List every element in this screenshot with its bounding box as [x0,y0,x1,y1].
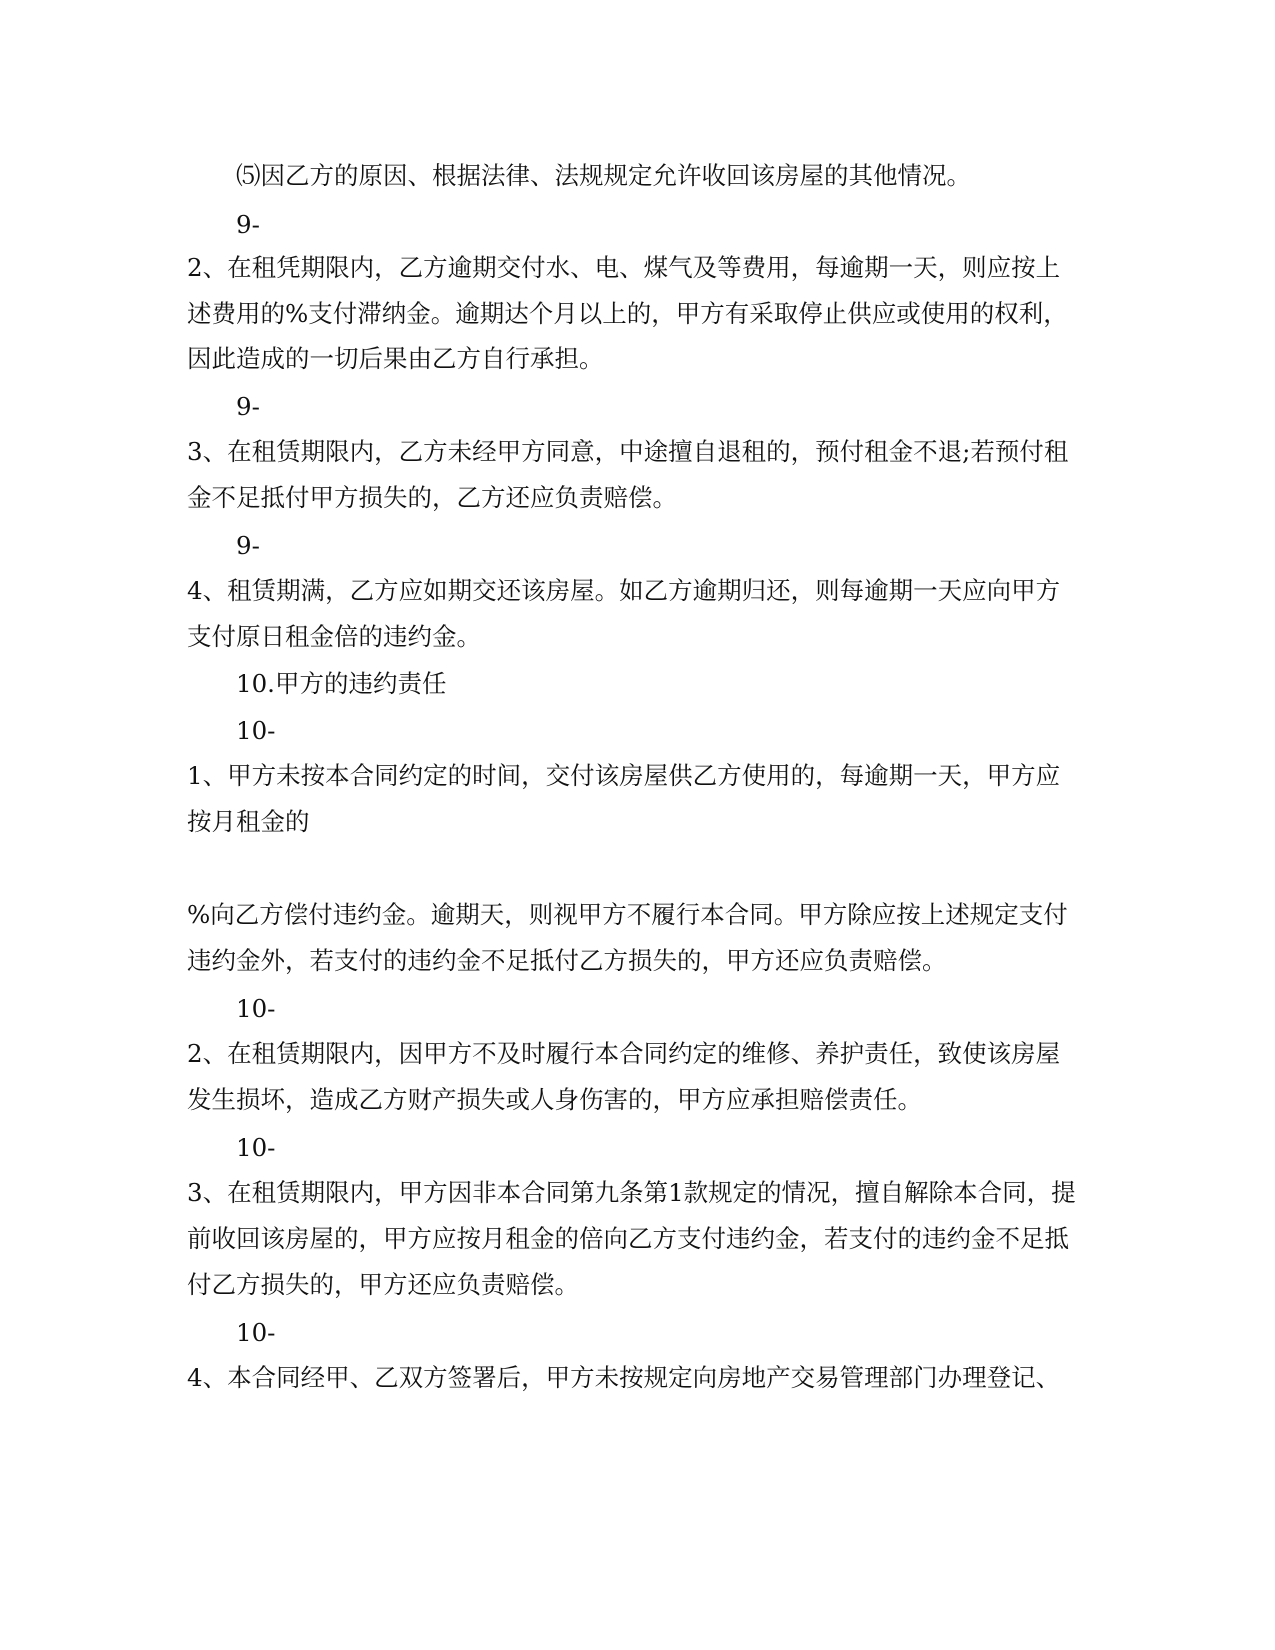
clause-number: 10- [236,1318,276,1347]
paragraph-line: 2、在租凭期限内，乙方逾期交付水、电、煤气及等费用，每逾期一天，则应按上 [187,253,1061,282]
paragraph-line: %向乙方偿付违约金。逾期天，则视甲方不履行本合同。甲方除应按上述规定支付 [187,900,1068,929]
paragraph-line: 因此造成的一切后果由乙方自行承担。 [187,344,604,373]
paragraph-line: ⑸因乙方的原因、根据法律、法规规定允许收回该房屋的其他情况。 [236,161,971,190]
paragraph-line: 付乙方损失的，甲方还应负责赔偿。 [187,1270,579,1299]
clause-number: 9- [236,531,260,560]
paragraph-line: 违约金外，若支付的违约金不足抵付乙方损失的，甲方还应负责赔偿。 [187,946,947,975]
paragraph-line: 2、在租赁期限内，因甲方不及时履行本合同约定的维修、养护责任，致使该房屋 [187,1039,1061,1068]
paragraph-line: 3、在租赁期限内，甲方因非本合同第九条第1款规定的情况，擅自解除本合同，提 [187,1178,1076,1207]
clause-number: 10- [236,716,276,745]
paragraph-line: 按月租金的 [187,807,310,836]
clause-number: 10- [236,994,276,1023]
paragraph-line: 4、租赁期满，乙方应如期交还该房屋。如乙方逾期归还，则每逾期一天应向甲方 [187,576,1061,605]
clause-number: 9- [236,210,260,239]
paragraph-line: 金不足抵付甲方损失的，乙方还应负责赔偿。 [187,483,677,512]
clause-number: 9- [236,392,260,421]
paragraph-line: 1、甲方未按本合同约定的时间，交付该房屋供乙方使用的，每逾期一天，甲方应 [187,761,1061,790]
paragraph-line: 支付原日租金倍的违约金。 [187,622,481,651]
paragraph-line: 4、本合同经甲、乙双方签署后，甲方未按规定向房地产交易管理部门办理登记、 [187,1363,1061,1392]
paragraph-line: 发生损坏，造成乙方财产损失或人身伤害的，甲方应承担赔偿责任。 [187,1085,922,1114]
paragraph-line: 3、在租赁期限内，乙方未经甲方同意，中途擅自退租的，预付租金不退;若预付租 [187,437,1069,466]
paragraph-line: 述费用的%支付滞纳金。逾期达个月以上的，甲方有采取停止供应或使用的权利， [187,299,1068,328]
section-heading: 10.甲方的违约责任 [236,669,447,698]
paragraph-line: 前收回该房屋的，甲方应按月租金的倍向乙方支付违约金，若支付的违约金不足抵 [187,1224,1069,1253]
clause-number: 10- [236,1133,276,1162]
